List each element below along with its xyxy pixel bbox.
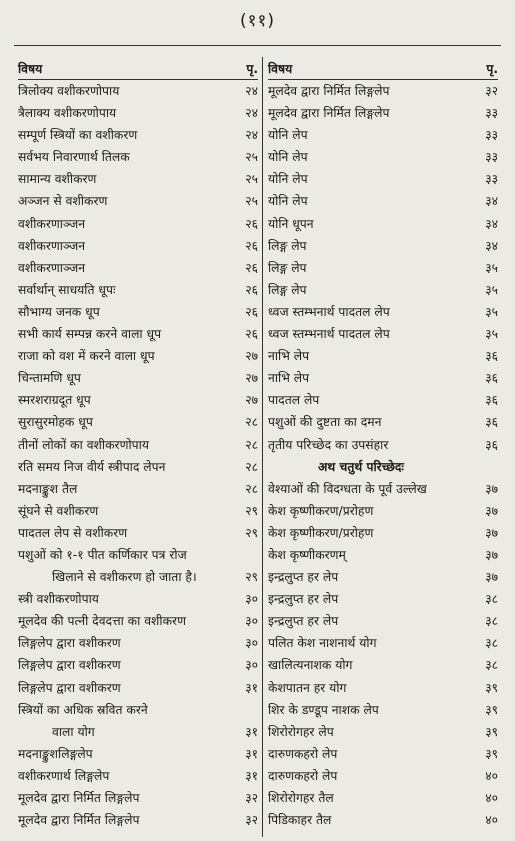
column-header [268, 58, 498, 80]
index-entry [18, 80, 258, 102]
entry-page: २६ [245, 216, 258, 231]
header-subject: विषय [268, 62, 293, 76]
entry-title: ध्वज स्तम्भनार्थ पादतल लेप [268, 304, 390, 319]
entry-page: २६ [245, 304, 258, 319]
entry-title: वशीकरणार्थ लिङ्गलेप [18, 768, 110, 783]
index-entry [268, 522, 498, 544]
entry-page: २९ [245, 570, 258, 585]
entry-title: मदनाङ्कुश तैल [18, 481, 78, 496]
index-entry [268, 279, 498, 301]
entry-page: ४० [485, 768, 498, 783]
entry-title: नाभि लेप [268, 371, 310, 386]
entry-page: २५ [245, 150, 258, 165]
entry-page: २७ [245, 393, 258, 408]
entry-title: केशपातन हर योग [268, 680, 347, 695]
entry-page: ३२ [485, 84, 498, 98]
entry-page: २४ [245, 84, 258, 98]
index-entry [268, 80, 498, 102]
entry-title: तृतीय परिच्छेद का उपसंहार [268, 437, 389, 452]
entry-page: ३६ [485, 415, 498, 430]
entry-title: लिङ्ग लेप [268, 282, 307, 297]
entry-page: ३९ [485, 680, 498, 695]
entry-title: अथ चतुर्थ परिच्छेदः [318, 459, 404, 474]
index-entry [18, 168, 258, 190]
entry-page: ३८ [485, 636, 498, 651]
entry-title: मूलदेव द्वारा निर्मित लिङ्गलेप [18, 791, 140, 805]
entry-title: शिरोरोगहर तैल [268, 791, 334, 805]
index-entry [18, 478, 258, 500]
entry-title: सौभाग्य जनक धूप [18, 304, 100, 319]
entry-page: ३१ [245, 680, 258, 695]
entry-page: २६ [245, 238, 258, 253]
entry-page: २६ [245, 282, 258, 297]
index-entry [18, 809, 258, 831]
entry-page: ३७ [485, 547, 498, 562]
entry-title: लिङ्ग लेप [268, 238, 307, 253]
entry-title: स्त्रियों का अधिक स्रवित करने [18, 702, 148, 717]
entry-page: ३४ [485, 216, 498, 231]
index-entry [268, 632, 498, 654]
entry-page: २५ [245, 172, 258, 187]
entry-page: ३० [245, 636, 258, 651]
index-entry [18, 699, 258, 721]
entry-page: ३४ [485, 238, 498, 253]
entry-title: इन्द्रलुप्त हर लेप [268, 592, 339, 607]
top-rule [14, 45, 501, 46]
index-entry [18, 102, 258, 124]
entry-title: केश कृष्णीकरण/प्ररोहण [268, 525, 374, 540]
index-entry [268, 809, 498, 831]
entry-title: लिङ्ग लेप [268, 260, 307, 275]
index-entry [268, 677, 498, 699]
entry-title: ध्वज स्तम्भनार्थ पादतल लेप [268, 327, 390, 342]
entry-title: पादतल लेप से वशीकरण [18, 525, 128, 540]
index-entry [18, 654, 258, 676]
index-entry [268, 566, 498, 588]
entry-title: केश कृष्णीकरणम् [268, 547, 346, 562]
entry-title: मदनाङ्कुशलिङ्गलेप [18, 746, 93, 761]
left-column [18, 58, 258, 831]
entry-title: दारुणकहरो लेप [268, 746, 338, 761]
entry-title: वाला योग [52, 724, 95, 739]
entry-page: ३६ [485, 349, 498, 364]
index-entry [18, 743, 258, 765]
entry-title: दारुणकहरो लेप [268, 768, 338, 783]
entry-page: ३३ [485, 128, 498, 143]
entry-page: ३८ [485, 614, 498, 629]
entry-page: ३३ [485, 172, 498, 187]
index-entry [18, 566, 258, 588]
entry-title: सम्पूर्ण स्त्रियों का वशीकरण [18, 128, 138, 143]
index-entry [268, 389, 498, 411]
entry-page: ४० [485, 791, 498, 805]
entry-title: शिरोरोगहर लेप [268, 724, 334, 739]
entry-title: पिडिकाहर तैल [268, 813, 332, 828]
entry-page: ३१ [245, 724, 258, 739]
entry-title: शिर के डण्डूप नाशक लेप [268, 702, 379, 717]
entry-title: त्रैलाक्य वशीकरणोपाय [18, 106, 117, 121]
index-entry [18, 588, 258, 610]
index-entry [18, 610, 258, 632]
entry-page: ३९ [485, 702, 498, 717]
entry-page: २७ [245, 349, 258, 364]
entry-title: इन्द्रलुप्त हर लेप [268, 570, 339, 585]
entry-title: अञ्जन से वशीकरण [18, 194, 108, 209]
entry-title: तीनों लोकों का वशीकरणोपाय [18, 437, 149, 452]
index-entry [268, 323, 498, 345]
index-entry [18, 456, 258, 478]
entry-title: सर्वार्थान् साधयति धूपः [18, 282, 116, 297]
entry-title: वशीकरणाञ्जन [18, 238, 86, 253]
entry-page: ३१ [245, 746, 258, 761]
entry-title: खालित्यनाशक योग [268, 658, 353, 673]
entry-title: खिलाने से वशीकरण हो जाता है। [52, 570, 197, 585]
entry-title: रति समय निज वीर्य स्त्रीपाद लेपन [18, 459, 166, 474]
entry-title: मूलदेव द्वारा निर्मित लिङ्गलेप [18, 813, 140, 828]
index-entry [18, 279, 258, 301]
index-entry [268, 699, 498, 721]
index-entry [18, 146, 258, 168]
entry-page: ३० [245, 614, 258, 629]
entry-title: योनि लेप [268, 172, 308, 187]
entry-title: लिङ्गलेप द्वारा वशीकरण [18, 680, 121, 695]
entry-title: मूलदेव द्वारा निर्मित लिङ्गलेप [268, 84, 390, 98]
index-entry [268, 411, 498, 433]
entry-title: पलित केश नाशनार्थ योग [268, 636, 377, 651]
entry-title: केश कृष्णीकरण/प्ररोहण [268, 503, 374, 518]
entry-page: ३७ [485, 525, 498, 540]
entry-page: ३५ [485, 327, 498, 342]
right-column [268, 58, 498, 831]
entry-page: ३१ [245, 768, 258, 783]
index-entry [18, 124, 258, 146]
entry-title: सभी कार्य सम्पन्न करने वाला धूप [18, 327, 162, 342]
page-number: (११) [240, 11, 275, 31]
entry-page: ४० [485, 813, 498, 828]
index-entry [18, 190, 258, 212]
index-entry [268, 235, 498, 257]
entry-title: योनि धूपन [268, 216, 314, 231]
index-entry [18, 257, 258, 279]
entry-page: २९ [245, 503, 258, 518]
entry-title: वशीकरणाञ्जन [18, 216, 86, 231]
entry-title: लिङ्गलेप द्वारा वशीकरण [18, 636, 121, 651]
entry-title: पशुओं की दुष्टता का दमन [268, 415, 382, 430]
entry-title: त्रिलोक्य वशीकरणोपाय [18, 84, 120, 98]
index-entry [268, 610, 498, 632]
index-entry [18, 411, 258, 433]
entry-page: २८ [245, 415, 258, 430]
index-entry [268, 544, 498, 566]
entry-page: २७ [245, 371, 258, 386]
entry-page: ३७ [485, 503, 498, 518]
entry-title: राजा को वश में करने वाला धूप [18, 349, 155, 364]
header-page: पृ. [486, 62, 498, 76]
entry-page: ३७ [485, 570, 498, 585]
index-entry [268, 102, 498, 124]
entry-title: सुरासुरमोहक धूप [18, 415, 93, 430]
entry-page: ३३ [485, 150, 498, 165]
entry-title: सामान्य वशीकरण [18, 172, 97, 187]
index-entry [18, 213, 258, 235]
entry-title: पादतल लेप [268, 393, 320, 408]
header-page: पृ. [246, 62, 258, 76]
index-entry [268, 787, 498, 809]
entry-page: ३८ [485, 592, 498, 607]
index-entry [18, 323, 258, 345]
index-entry [268, 124, 498, 146]
entry-page: ३४ [485, 194, 498, 209]
entry-title: इन्द्रलुप्त हर लेप [268, 614, 339, 629]
index-entry [268, 478, 498, 500]
entry-title: चिन्तामणि धूप [18, 371, 81, 386]
index-entry [268, 257, 498, 279]
index-entry [268, 190, 498, 212]
index-entry [268, 168, 498, 190]
index-entry [268, 434, 498, 456]
section-heading [268, 456, 498, 478]
index-entry [268, 500, 498, 522]
index-entry [18, 235, 258, 257]
entry-title: पशुओं को १-१ पीत कर्णिकार पत्र रोज [18, 547, 187, 562]
entry-title: नाभि लेप [268, 349, 310, 364]
entry-page: २८ [245, 437, 258, 452]
entry-page: २८ [245, 459, 258, 474]
index-entry [18, 301, 258, 323]
entry-page: ३६ [485, 437, 498, 452]
entry-title: सर्वभय निवारणार्थ तिलक [18, 150, 130, 165]
entry-title: योनि लेप [268, 150, 308, 165]
index-entry [268, 345, 498, 367]
entry-page: ३५ [485, 282, 498, 297]
entry-title: स्त्री वशीकरणोपाय [18, 592, 99, 607]
index-entry [18, 367, 258, 389]
index-entry [18, 787, 258, 809]
entry-page: ३९ [485, 724, 498, 739]
index-entry [268, 654, 498, 676]
index-entry [18, 522, 258, 544]
entry-page: २४ [245, 106, 258, 121]
entry-page: ३३ [485, 106, 498, 121]
entry-page: २९ [245, 525, 258, 540]
entry-title: वशीकरणाञ्जन [18, 260, 86, 275]
entry-page: ३९ [485, 746, 498, 761]
entry-page: ३२ [245, 791, 258, 805]
index-entry [18, 389, 258, 411]
index-entry [18, 632, 258, 654]
entry-title: मूलदेव की पत्नी देवदत्ता का वशीकरण [18, 614, 186, 629]
index-entry [18, 677, 258, 699]
index-entry [18, 345, 258, 367]
entry-page: ३६ [485, 393, 498, 408]
entry-page: ३० [245, 658, 258, 673]
entry-page: २६ [245, 327, 258, 342]
index-entry [268, 367, 498, 389]
column-header [18, 58, 258, 80]
index-entry [268, 146, 498, 168]
entry-page: ३२ [245, 813, 258, 828]
entry-page: २६ [245, 260, 258, 275]
entry-page: ३५ [485, 304, 498, 319]
index-entry [18, 721, 258, 743]
entry-title: सूंघने से वशीकरण [18, 503, 99, 518]
entry-title: मूलदेव द्वारा निर्मित लिङ्गलेप [268, 106, 390, 121]
entry-page: २५ [245, 194, 258, 209]
entry-page: ३५ [485, 260, 498, 275]
column-divider [262, 57, 263, 837]
entry-page: २४ [245, 128, 258, 143]
index-entry [18, 500, 258, 522]
entry-title: योनि लेप [268, 128, 308, 143]
entry-title: स्मरशराग्रदूत धूप [18, 393, 91, 408]
header-subject: विषय [18, 62, 43, 76]
entry-page: ३० [245, 592, 258, 607]
entry-title: लिङ्गलेप द्वारा वशीकरण [18, 658, 121, 673]
entry-title: योनि लेप [268, 194, 308, 209]
index-entry [268, 721, 498, 743]
index-entry [268, 743, 498, 765]
entry-page: २८ [245, 481, 258, 496]
index-entry [18, 544, 258, 566]
entry-page: ३६ [485, 371, 498, 386]
index-entry [18, 434, 258, 456]
index-entry [268, 213, 498, 235]
index-entry [268, 765, 498, 787]
index-entry [268, 588, 498, 610]
entry-page: ३७ [485, 481, 498, 496]
entry-page: ३८ [485, 658, 498, 673]
entry-title: वेश्याओं की विदग्धता के पूर्व उल्लेख [268, 481, 427, 496]
index-entry [18, 765, 258, 787]
index-entry [268, 301, 498, 323]
